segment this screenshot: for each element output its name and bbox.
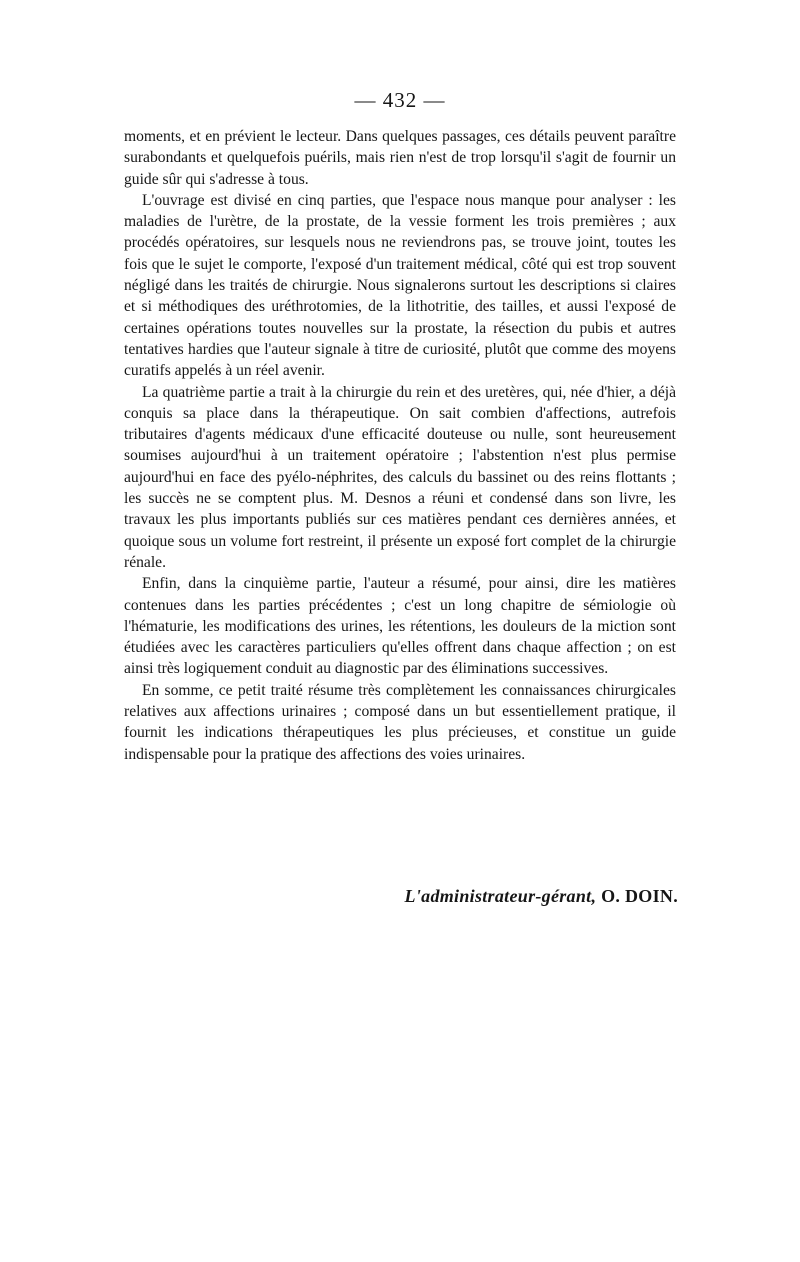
signature-title: L'administrateur-gérant, [404,886,597,906]
page-number: — 432 — [354,88,446,112]
paragraph-1: moments, et en prévient le lecteur. Dans quelques passages, ces détails peuvent paraître surabondants et quelquefois puérils, mais rien n'est de trop lorsqu'il s'agit de fournir un guide sûr qui s'adresse à tous. [124,128,676,188]
signature-name: O. DOIN. [601,886,678,906]
paragraph-4: Enfin, dans la cinquième partie, l'auteur a résumé, pour ainsi, dire les matières contenues dans les parties précédentes ; c'est un long chapitre de sémiologie où l'hématurie, les modifications des urines, les rétentions, les douleurs de la miction sont étudiées avec les caractères particuliers qu'elles offrent dans chaque affection ; on est ainsi très logiquement conduit au diagnostic par des éliminations successives. [124,575,676,678]
signature [124,886,678,907]
document-page [124,86,676,765]
paragraph-2: L'ouvrage est divisé en cinq parties, que l'espace nous manque pour analyser : les maladies de l'urètre, de la prostate, de la vessie forment les trois premières ; aux procédés opératoires, sur lesquels nous ne reviendrons pas, se trouve joint, toutes les fois que le sujet le comporte, l'exposé d'un traitement médical, côté qui est trop souvent négligé dans les traités de chirurgie. Nous signalerons surtout les descriptions si claires et si méthodiques des uréthrotomies, de la lithotritie, des tailles, et aussi l'exposé de certaines opérations toutes nouvelles sur la prostate, la résection du pubis et autres tentatives hardies que l'auteur signale à titre de curiosité, plutôt que comme des moyens curatifs appelés à un réel avenir. [124,191,676,380]
paragraph-5: En somme, ce petit traité résume très complètement les connaissances chirurgicales relatives aux affections urinaires ; composé dans un but essentiellement pratique, il fournit les indications thérapeutiques les plus précieuses, et constitue un guide indispensable pour la pratique des affections des voies urinaires. [124,681,676,763]
paragraph-3: La quatrième partie a trait à la chirurgie du rein et des uretères, qui, née d'hier, a déjà conquis sa place dans la thérapeutique. On sait combien d'affections, autrefois tributaires d'agents médicaux d'une efficacité douteuse ou nulle, sont heureusement soumises aujourd'hui à un traitement opératoire ; l'abstention n'est plus permise aujourd'hui en face des pyélo-néphrites, des calculs du bassinet ou des reins flottants ; les succès ne se comptent plus. M. Desnos a réuni et condensé dans son livre, les travaux les plus importants publiés sur ces matières pendant ces dernières années, et quoique sous un volume fort restreint, il présente un exposé fort complet de la chirurgie rénale. [124,383,676,571]
